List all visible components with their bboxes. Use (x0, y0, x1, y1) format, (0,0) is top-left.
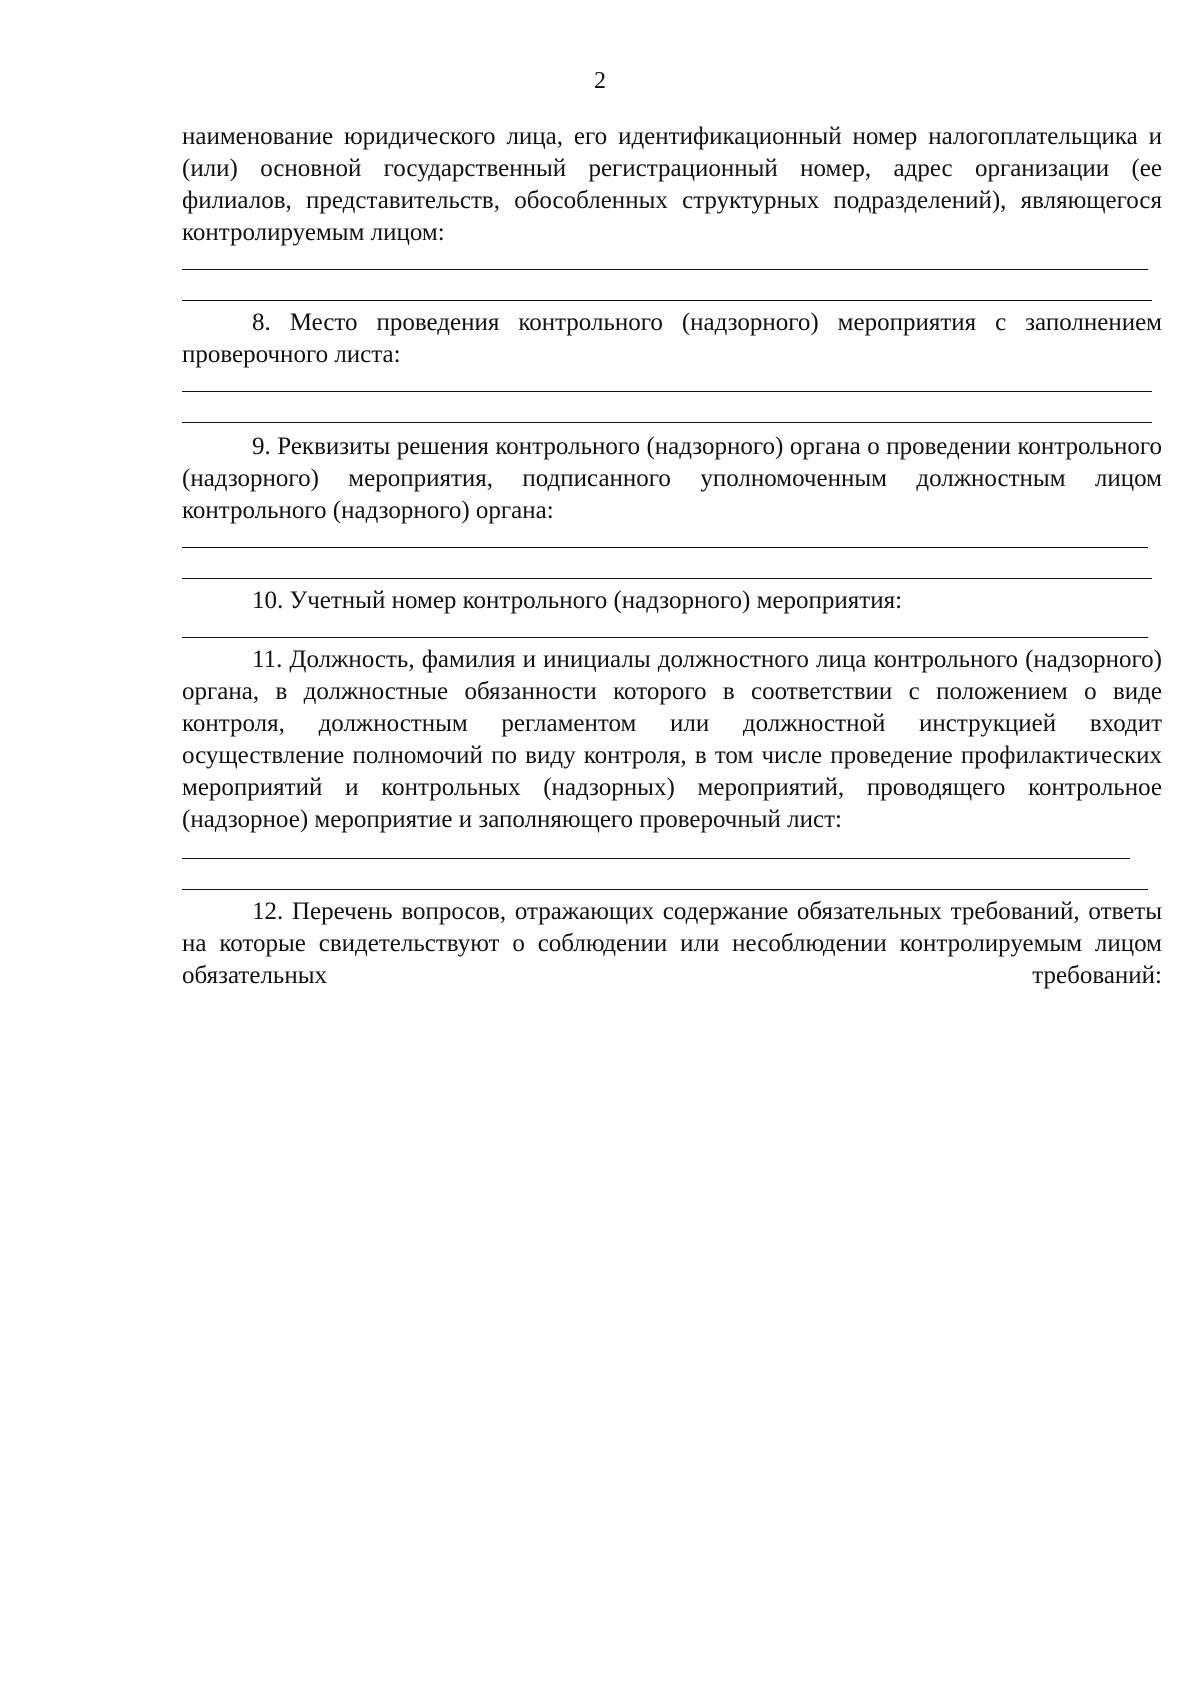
item-10-fill-line (182, 637, 1148, 638)
item-8-text: 8. Место проведения контрольного (надзорного) мероприятия с заполнением проверочного листа: (182, 309, 1162, 368)
page-number: 2 (594, 68, 606, 94)
item-7-fill-line-2 (182, 300, 1152, 301)
item-11-fill-line-2 (182, 889, 1148, 890)
item-8-fill-line-2 (182, 422, 1152, 423)
item-8-fill-line-1 (182, 391, 1152, 392)
item-11-fill-line-1 (182, 858, 1130, 859)
item-10-text: 10. Учетный номер контрольного (надзорного) мероприятия: (252, 587, 903, 614)
item-9-fill-line-2 (182, 578, 1152, 579)
item-11-text: 11. Должность, фамилия и инициалы должностного лица контрольного (надзорного) органа, в должностные обязанности которого в соответствии с положением о виде контроля, должностным регламентом или должностной инструкцией входит осуществление полномочий по виду контроля, в том числе проведение профилактических мероприятий и контрольных (надзорных) мероприятий, проводящего контрольное (надзорное) мероприятие и заполняющего проверочный лист: (182, 646, 1162, 833)
document-body (182, 121, 1162, 992)
item-7-fill-line-1 (182, 269, 1148, 270)
item-9-fill-line-1 (182, 547, 1148, 548)
item-12-text: 12. Перечень вопросов, отражающих содержание обязательных требований, ответы на которые свидетельствуют о соблюдении или несоблюдении контролируемым лицом обязательных требований: (182, 898, 1162, 989)
item-9-text: 9. Реквизиты решения контрольного (надзорного) органа о проведении контрольного (надзорного) мероприятия, подписанного уполномоченным должностным лицом контрольного (надзорного) органа: (182, 433, 1162, 524)
item-7-text: наименование юридического лица, его идентификационный номер налогоплательщика и (или) основной государственный регистрационный номер, адрес организации (ее филиалов, представительств, обособленных структурных подразделений), являющегося контролируемым лицом: (182, 123, 1162, 246)
